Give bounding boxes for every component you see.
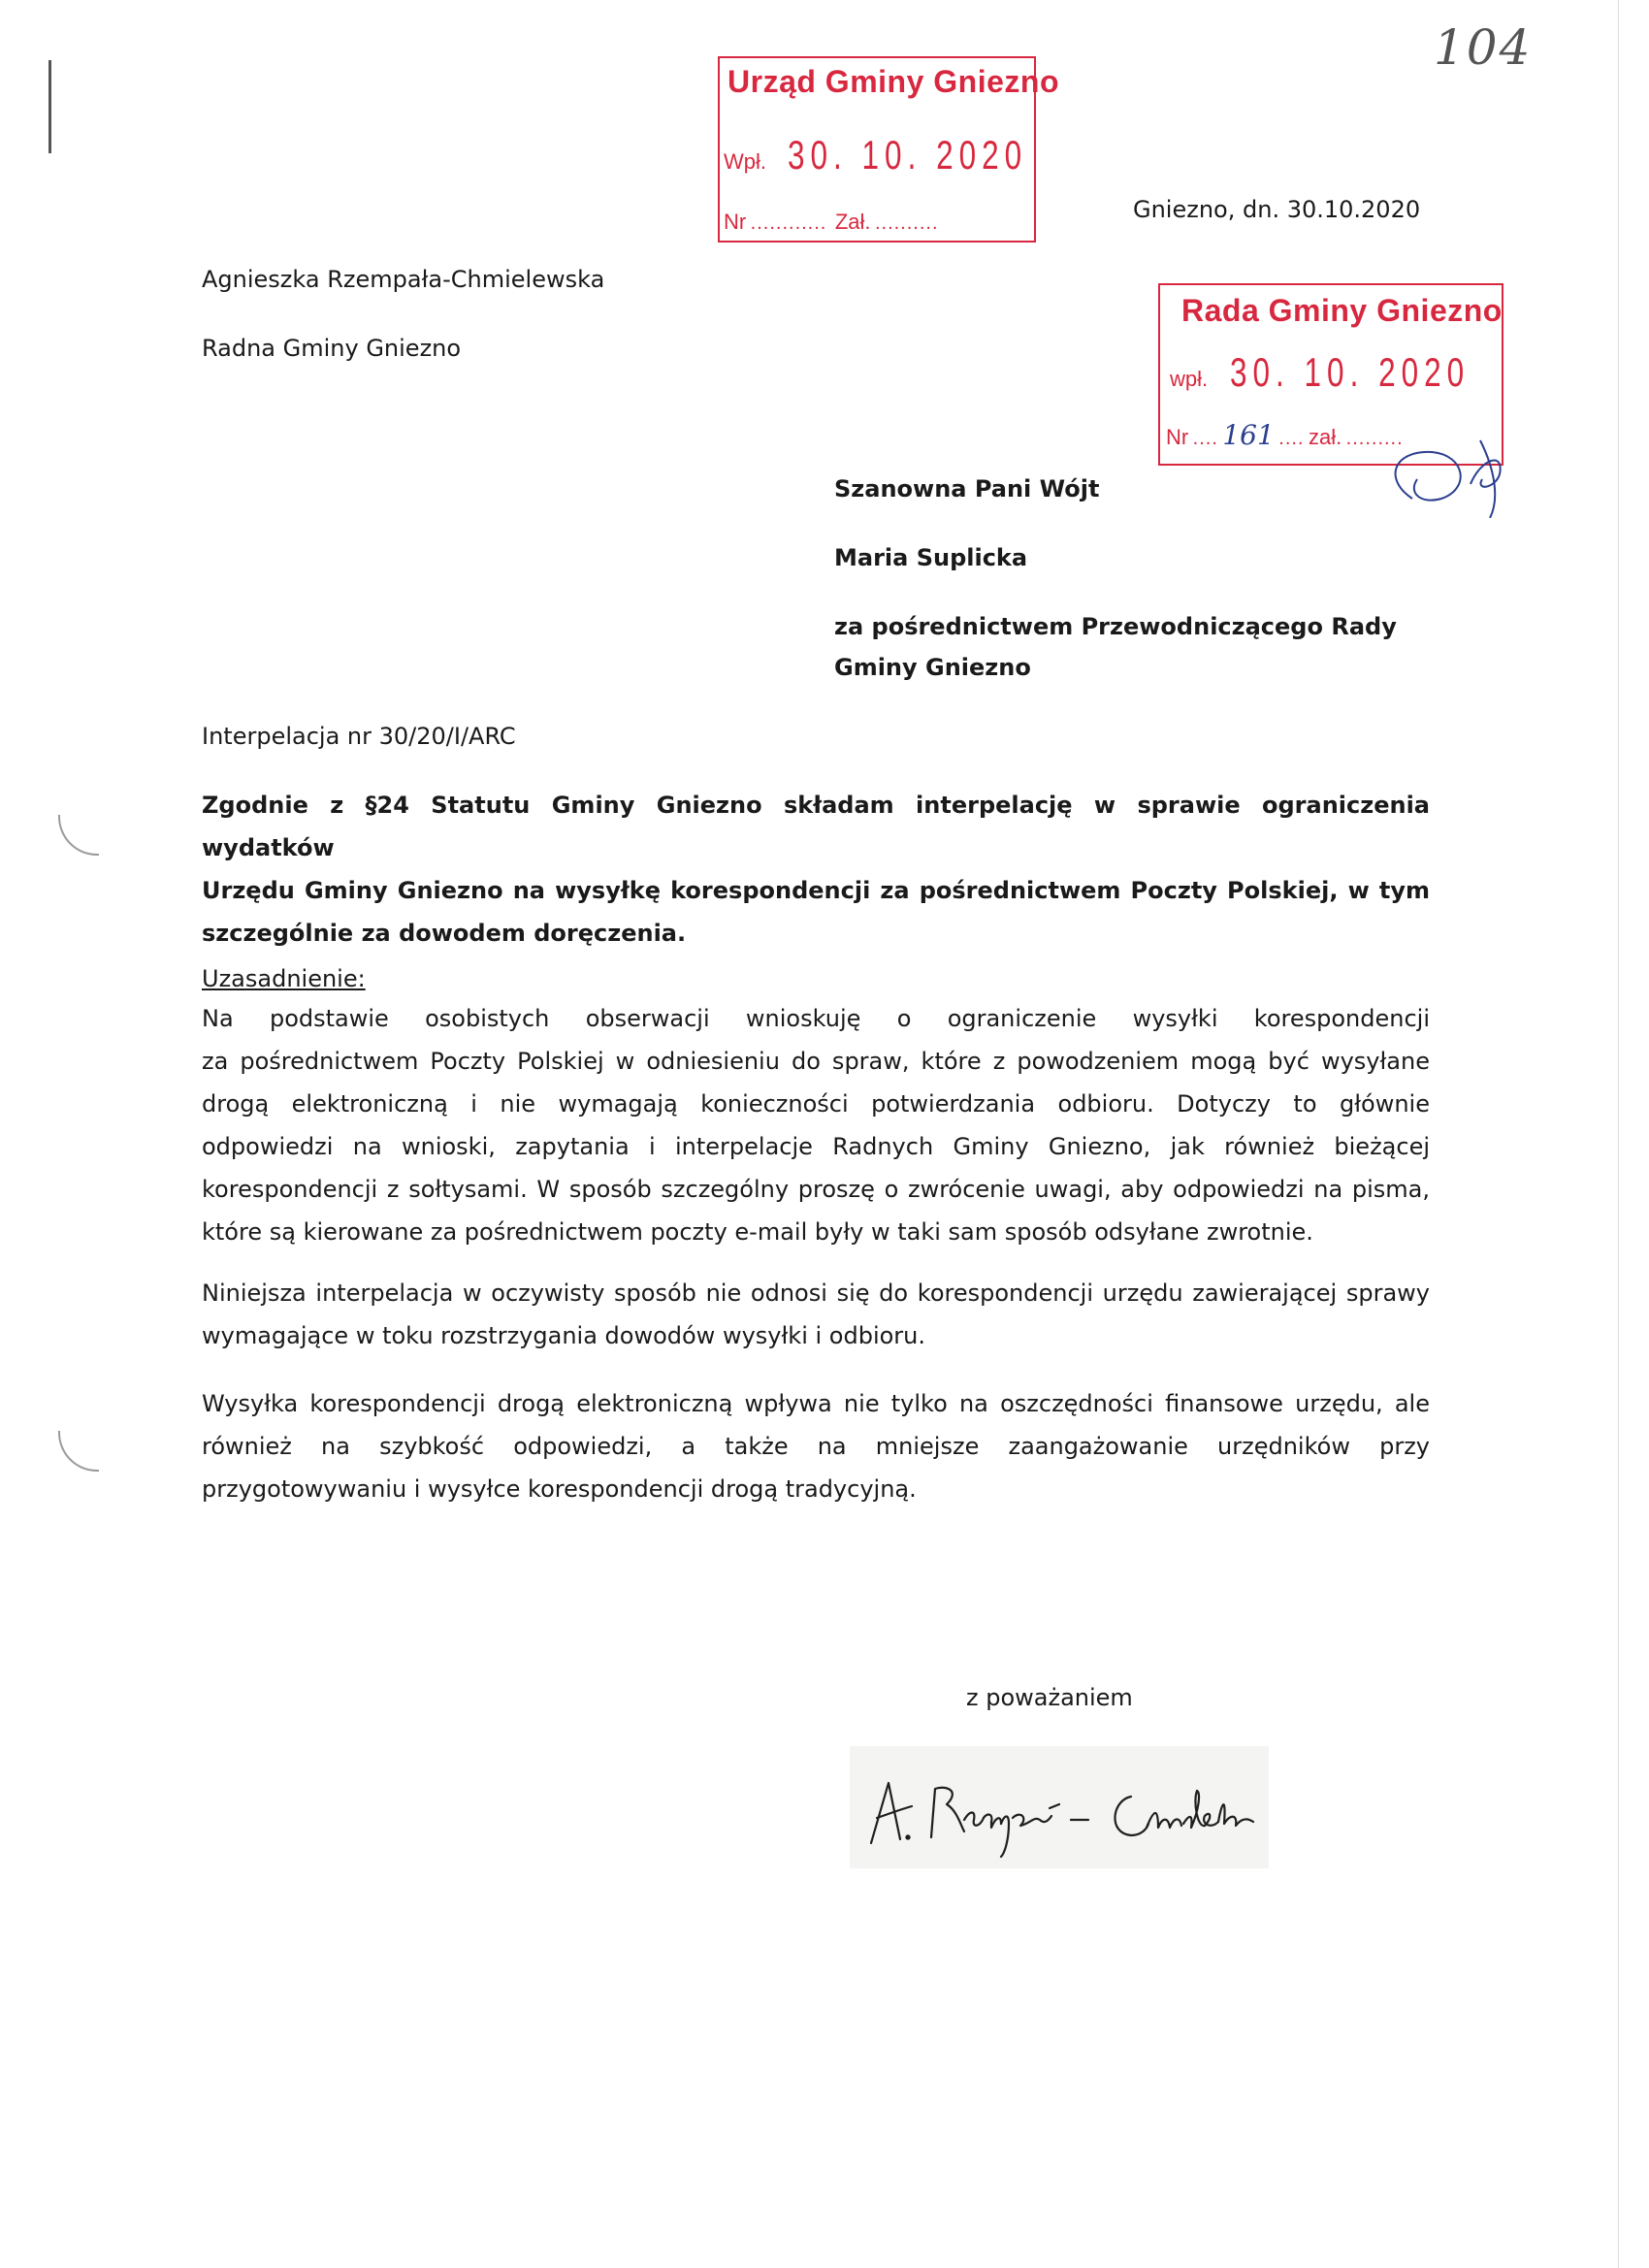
paragraph-1 — [202, 997, 1430, 1253]
stamp-rada-zal-dots: ......... — [1345, 428, 1404, 449]
scan-right-edge — [1618, 0, 1619, 2268]
paragraph-1-line: za pośrednictwem Poczty Polskiej w odniesieniu do spraw, które z powodzeniem mogą być wysyłane — [202, 1048, 1430, 1075]
scan-margin-line — [48, 60, 51, 153]
stamp-urzad-zal-dots: .......... — [874, 212, 939, 234]
paragraph-2-line: Niniejsza interpelacja w oczywisty sposób nie odnosi się do korespondencji urzędu zawierającej sprawy — [202, 1280, 1430, 1307]
punch-hole-mark-bottom — [58, 1431, 99, 1472]
paragraph-1-line: Na podstawie osobistych obserwacji wnioskuję o ograniczenie wysyłki korespondencji — [202, 1005, 1430, 1032]
paragraph-3 — [202, 1382, 1430, 1510]
stamp-rada-nr-handwritten: 161 — [1222, 419, 1275, 451]
sender-role: Radna Gminy Gniezno — [202, 335, 462, 362]
stamp-urzad-nr-label: Nr — [724, 210, 747, 234]
interpellation-reference: Interpelacja nr 30/20/I/ARC — [202, 723, 516, 750]
stamp-urzad-nr-row — [724, 210, 939, 235]
paragraph-1-line: które są kierowane za pośrednictwem poczty e-mail były w taki sam sposób odsyłane zwrotnie. — [202, 1218, 1313, 1246]
paragraph-3-line: również na szybkość odpowiedzi, a także na mniejsze zaangażowanie urzędników przy — [202, 1433, 1430, 1460]
stamp-urzad-title: Urząd Gminy Gniezno — [728, 64, 1059, 99]
stamp-urzad-nr-dots: ............ — [750, 212, 827, 234]
stamp-rada-wpl-label: wpł. — [1170, 367, 1209, 391]
subject-line: Urzędu Gminy Gniezno na wysyłkę korespondencji za pośrednictwem Poczty Polskiej, w tym — [202, 877, 1430, 904]
recipient-line-2: Maria Suplicka — [834, 544, 1028, 571]
stamp-rada-date: 30. 10. 2020 — [1229, 349, 1470, 395]
paragraph-3-line: przygotowywaniu i wysyłce korespondencji drogą tradycyjną. — [202, 1475, 917, 1503]
stamp-urzad-zal-label: Zał. — [834, 210, 871, 234]
sender-name: Agnieszka Rzempała-Chmielewska — [202, 266, 605, 293]
recipient-line-4: Gminy Gniezno — [834, 654, 1031, 681]
paragraph-1-line: korespondencji z sołtysami. W sposób szczególny proszę o zwrócenie uwagi, aby odpowiedzi na pisma, — [202, 1176, 1430, 1203]
stamp-rada-title: Rada Gminy Gniezno — [1181, 293, 1503, 328]
closing: z poważaniem — [966, 1684, 1133, 1711]
handwritten-signature — [850, 1746, 1269, 1868]
stamp-rada-nr-row — [1166, 419, 1404, 451]
handwritten-page-number: 104 — [1434, 19, 1533, 76]
paragraph-3-line: Wysyłka korespondencji drogą elektroniczną wpływa nie tylko na oszczędności finansowe urzędu, ale — [202, 1390, 1430, 1417]
subject-block — [202, 784, 1430, 955]
stamp-urzad-gminy — [718, 56, 1059, 243]
stamp-rada-nr-label: Nr — [1166, 425, 1189, 449]
punch-hole-mark-top — [58, 815, 99, 856]
signature-area — [850, 1746, 1269, 1868]
subject-line: Zgodnie z §24 Statutu Gminy Gniezno składam interpelację w sprawie ograniczenia wydatków — [202, 792, 1430, 861]
paragraph-1-line: drogą elektroniczną i nie wymagają konieczności potwierdzania odbioru. Dotyczy to głównie — [202, 1090, 1430, 1118]
stamp-urzad-date-row — [724, 132, 1108, 178]
stamp-rada-nr-dots-2: .... — [1278, 428, 1305, 449]
justification-heading: Uzasadnienie: — [202, 965, 366, 992]
stamp-urzad-date: 30. 10. 2020 — [788, 132, 1028, 178]
recipient-line-3: za pośrednictwem Przewodniczącego Rady — [834, 613, 1397, 640]
subject-line: szczególnie za dowodem doręczenia. — [202, 920, 687, 947]
paragraph-2-line: wymagające w toku rozstrzygania dowodów wysyłki i odbioru. — [202, 1322, 926, 1349]
stamp-rada-nr-dots: .... — [1192, 428, 1218, 449]
stamp-rada-handwritten-scribble — [1374, 382, 1529, 518]
place-date: Gniezno, dn. 30.10.2020 — [1133, 196, 1421, 223]
recipient-line-1: Szanowna Pani Wójt — [834, 475, 1100, 502]
stamp-rada-gminy — [1158, 283, 1504, 466]
stamp-urzad-wpl-label: Wpł. — [724, 149, 766, 174]
paragraph-2 — [202, 1272, 1430, 1357]
paragraph-1-line: odpowiedzi na wnioski, zapytania i interpelacje Radnych Gminy Gniezno, jak również bieżącej — [202, 1133, 1430, 1160]
stamp-rada-zal-label: zał. — [1308, 425, 1342, 449]
